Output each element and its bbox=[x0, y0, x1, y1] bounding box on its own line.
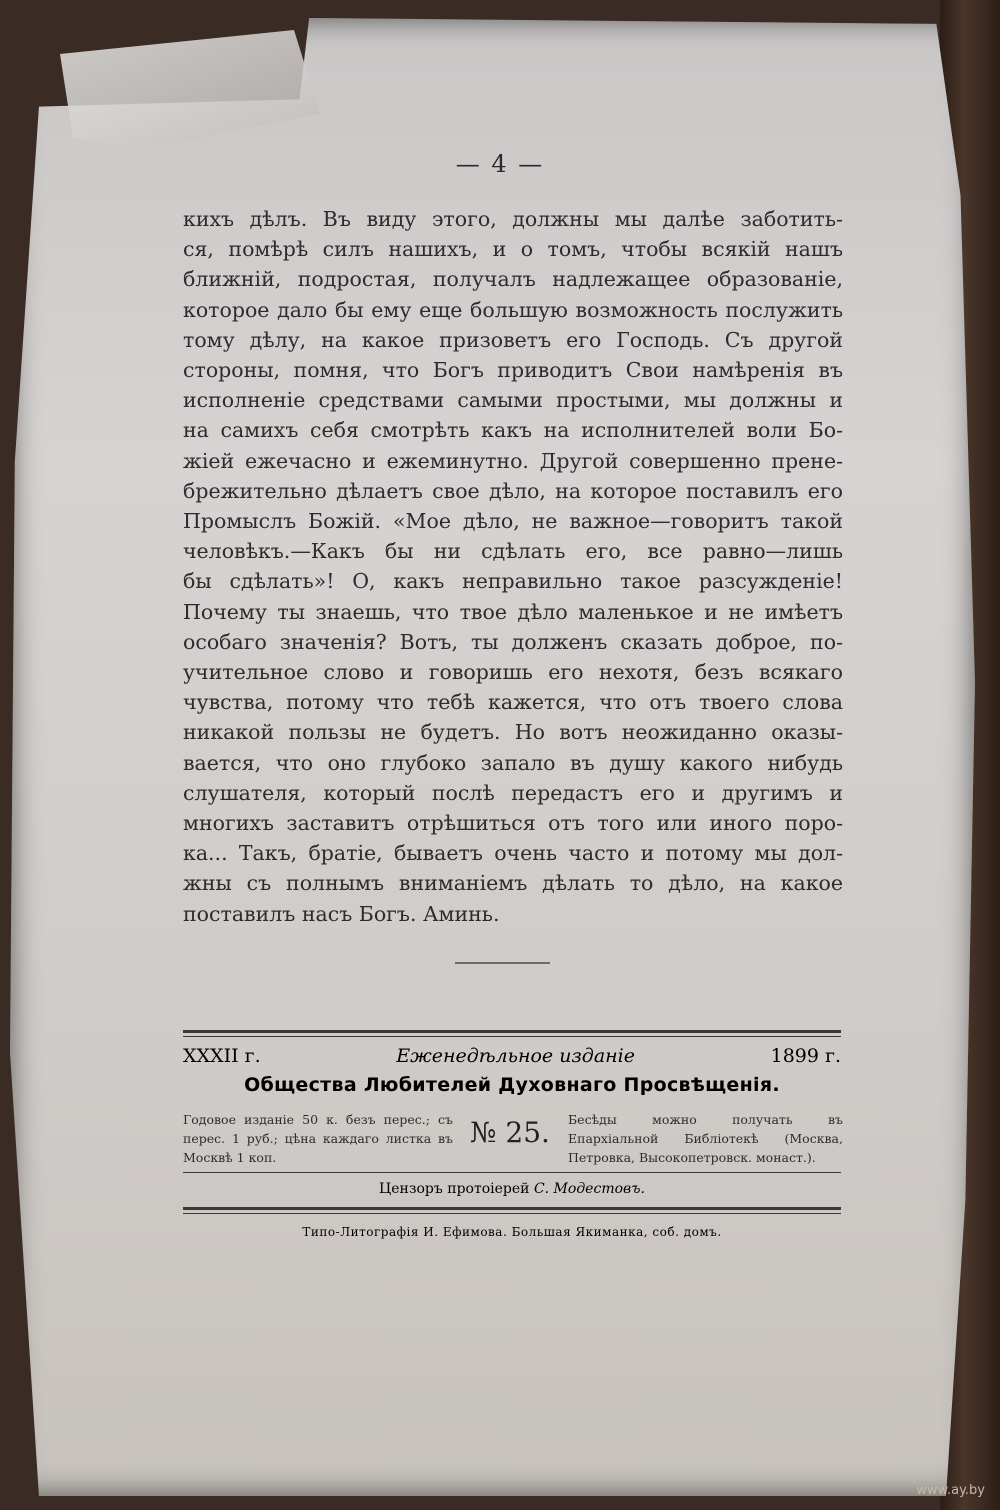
censor-label: Цензоръ протоіерей bbox=[379, 1181, 530, 1197]
text-line: человѣкъ.—Какъ бы ни сдѣлать его, все равно—лишь bbox=[183, 539, 843, 564]
censor-line bbox=[183, 1181, 841, 1197]
issue-number: № 25. bbox=[470, 1116, 550, 1149]
text-line: брежительно дѣлаетъ свое дѣло, на которое поставилъ его bbox=[183, 478, 843, 503]
text-line: жны съ полнымъ вниманіемъ дѣлать то дѣло, на какое bbox=[183, 871, 843, 896]
printer-top-rule bbox=[183, 1207, 841, 1210]
text-line: ближній, подростая, получалъ надлежащее образованіе, bbox=[183, 267, 843, 292]
printer-line: Типо-Литографія И. Ефимова. Большая Якиманка, соб. домъ. bbox=[302, 1225, 722, 1239]
text-line: стороны, помня, что Богъ приводитъ Свои намѣренія въ bbox=[183, 358, 843, 383]
availability-note: Бесѣды можно получать въ Епархіальной Библіотекѣ (Москва, Петровка, Высокопетровск. монаст.). bbox=[568, 1112, 843, 1165]
subscription-note: Годовое изданіе 50 к. безъ перес.; съ перес. 1 руб.; цѣна каждаго листка въ Москвѣ 1 коп. bbox=[183, 1112, 453, 1165]
sermon-text bbox=[183, 204, 843, 929]
page-number: — 4 — bbox=[455, 150, 545, 178]
text-line: исполненіе средствами самыми простыми, мы должны и bbox=[183, 388, 843, 413]
printer-top-rule-thin bbox=[183, 1213, 841, 1214]
section-divider bbox=[455, 962, 550, 964]
text-line: многихъ заставитъ отрѣшиться отъ того или иного поро- bbox=[183, 811, 843, 836]
text-line: Почему ты знаешь, что твое дѣло маленькое и не имѣетъ bbox=[183, 599, 843, 624]
society-name: Общества Любителей Духовнаго Просвѣщенія. bbox=[244, 1074, 780, 1096]
text-line: жіей ежечасно и ежеминутно. Другой совершенно прене- bbox=[183, 448, 843, 473]
text-line: особаго значенія? Вотъ, ты долженъ сказать доброе, по- bbox=[183, 629, 843, 654]
text-line: Промыслъ Божій. «Мое дѣло, не важное—говоритъ такой bbox=[183, 509, 843, 534]
text-line: ся, помѣрѣ силъ нашихъ, и о томъ, чтобы всякій нашъ bbox=[183, 237, 843, 262]
text-line: слушателя, который послѣ передастъ его и другимъ и bbox=[183, 780, 843, 805]
imprint-header bbox=[183, 1045, 841, 1067]
text-line: бы сдѣлать»! О, какъ неправильно такое разсужденіе! bbox=[183, 569, 843, 594]
imprint-top-rule-thin bbox=[183, 1036, 841, 1037]
text-line: вается, что оно глубоко запало въ душу какого нибудь bbox=[183, 750, 843, 775]
text-line: чувства, потому что тебѣ кажется, что отъ твоего слова bbox=[183, 690, 843, 715]
text-line: учительное слово и говоришь его нехотя, безъ всякаго bbox=[183, 660, 843, 685]
site-watermark: www.ay.by bbox=[916, 1483, 985, 1498]
text-line: на самихъ себя смотрѣть какъ на исполнителей воли Бо- bbox=[183, 418, 843, 443]
censor-name: С. Модестовъ. bbox=[533, 1181, 645, 1197]
text-line: ка... Такъ, братіе, бываетъ очень часто и потому мы дол- bbox=[183, 841, 843, 866]
censor-rule bbox=[183, 1172, 841, 1173]
text-line: кихъ дѣлъ. Въ виду этого, должны мы далѣе заботить- bbox=[183, 207, 843, 231]
edition-label: Еженедѣльное изданіе bbox=[396, 1045, 635, 1067]
volume-year-roman: XXXII г. bbox=[183, 1045, 261, 1067]
text-line: тому дѣлу, на какое призоветъ его Господь. Съ другой bbox=[183, 327, 843, 352]
imprint-top-rule bbox=[183, 1030, 841, 1033]
text-line: поставилъ насъ Богъ. Аминь. bbox=[183, 901, 500, 926]
publication-year: 1899 г. bbox=[770, 1045, 841, 1067]
text-line: которое дало бы ему еще большую возможность послужить bbox=[183, 297, 843, 322]
text-line: никакой пользы не будетъ. Но вотъ неожиданно оказы- bbox=[183, 720, 843, 745]
